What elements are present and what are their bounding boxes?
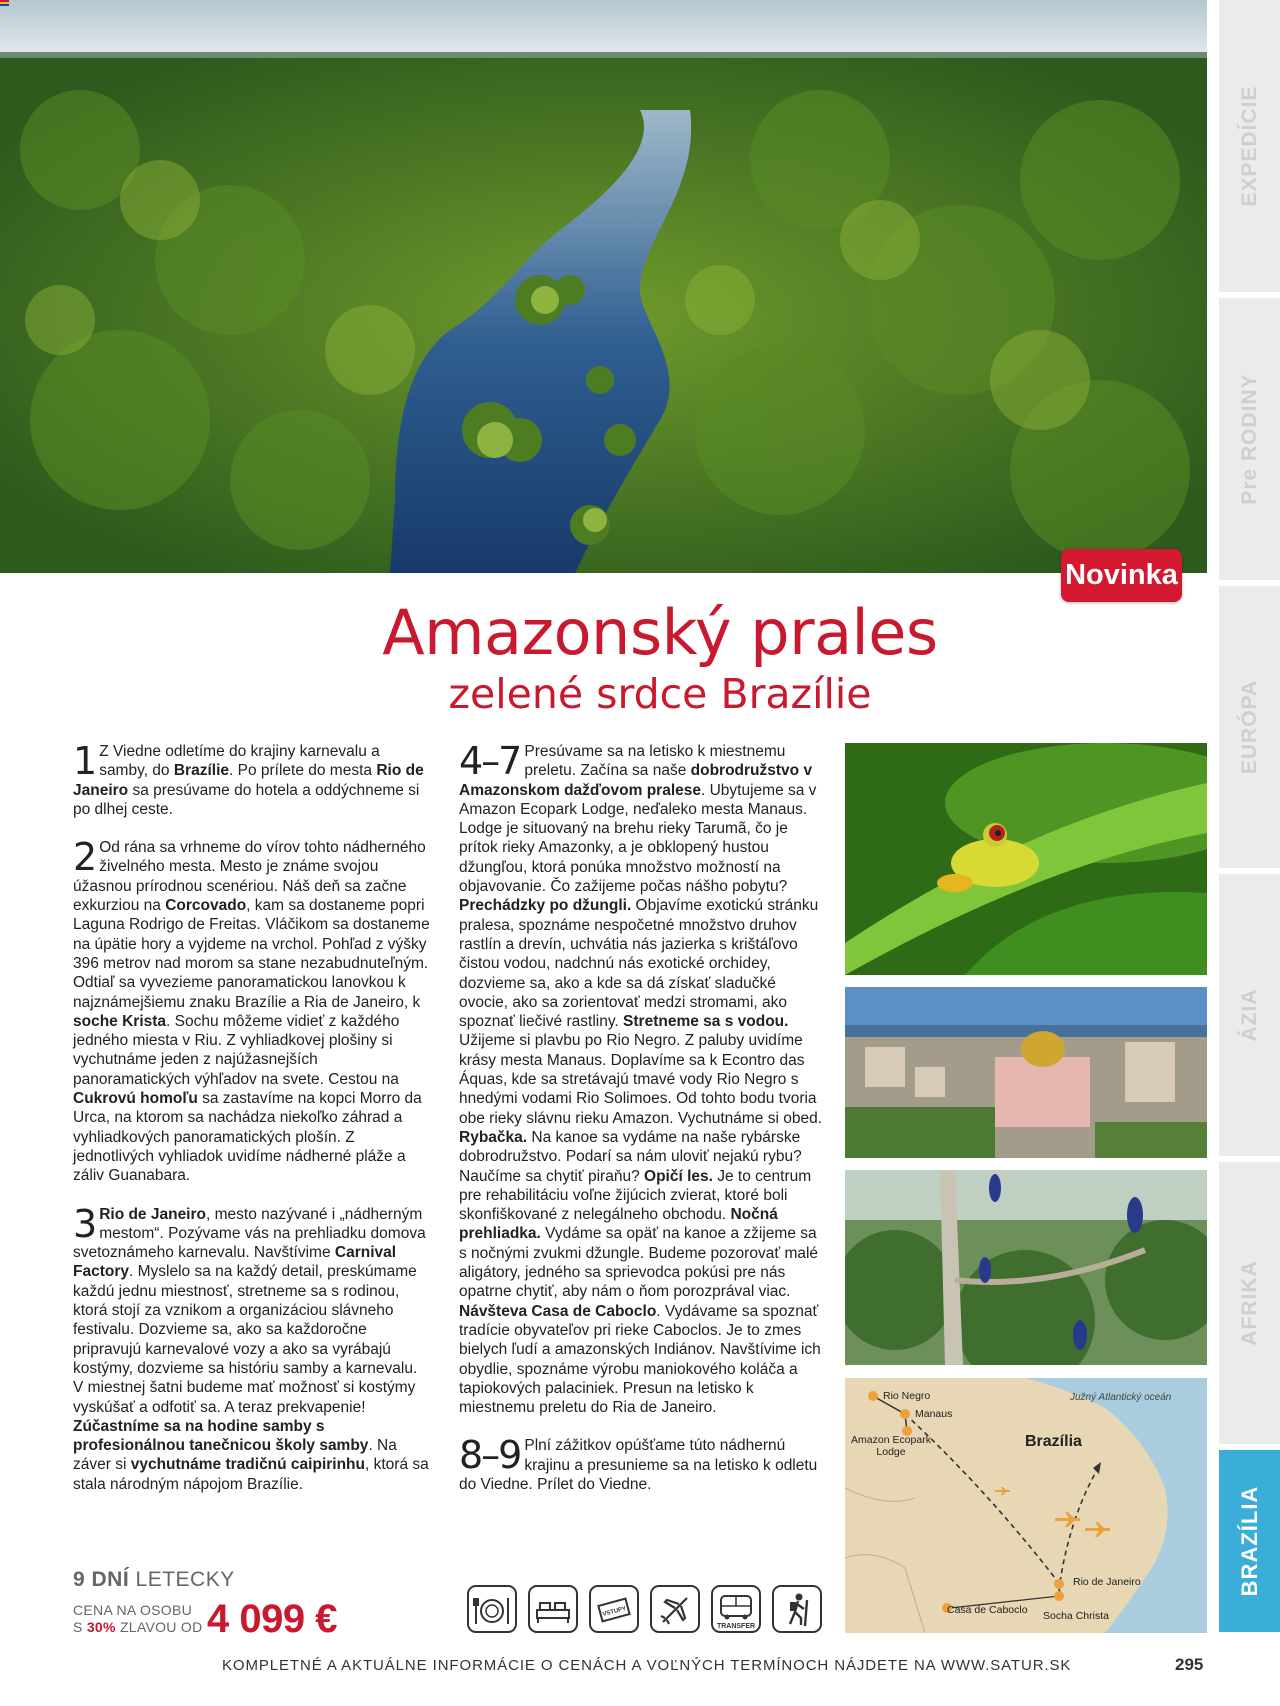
tab-europa[interactable] bbox=[1219, 586, 1280, 874]
days-type: LETECKY bbox=[129, 1568, 235, 1591]
text: . Vydávame sa spoznať tradície obyvateľov pri rieke Caboclos. Je to zmes bielych ľudí a amazonských Indiánov. Navštívime ich obydlie, spoznáme výrobu maniokového koláča a tapiokových palaciniek. Presun na letisko k miestnemu preletu do Ria de Janeiro. bbox=[459, 1302, 821, 1417]
price-label-s: S bbox=[73, 1619, 87, 1635]
tree-frog-photo bbox=[845, 743, 1207, 975]
price-label bbox=[73, 1602, 203, 1636]
text-bold: Cukrovú homoľu bbox=[73, 1090, 198, 1108]
text-bold: Nočná prehliadka. bbox=[459, 1206, 778, 1243]
tab-afrika[interactable] bbox=[1219, 1162, 1280, 1450]
day-number: 1 bbox=[73, 739, 96, 783]
tickets-icon bbox=[589, 1585, 639, 1633]
trip-duration bbox=[73, 1568, 235, 1592]
text-bold: Návšteva Casa de Caboclo bbox=[459, 1302, 657, 1320]
text-bold: Stretneme sa s vodou. bbox=[623, 1013, 789, 1031]
tab-label: EXPEDÍCIE bbox=[1237, 85, 1261, 207]
day-8-9 bbox=[459, 1433, 824, 1494]
section-tabs bbox=[1219, 0, 1280, 1706]
flight-icon bbox=[650, 1585, 700, 1633]
tab-label: Pre RODINY bbox=[1237, 373, 1261, 505]
manaus-theatre-photo bbox=[845, 987, 1207, 1158]
text-bold: Corcovado bbox=[165, 897, 247, 915]
route-map bbox=[845, 1378, 1207, 1633]
day-2 bbox=[73, 835, 430, 1185]
hotel-bed-icon bbox=[528, 1585, 578, 1633]
text: Z Viedne odletíme do krajiny karnevalu a samby, do bbox=[99, 743, 380, 780]
day-1 bbox=[73, 739, 430, 819]
page-number: 295 bbox=[1175, 1655, 1204, 1674]
text-bold: Rio de Janeiro bbox=[73, 762, 424, 799]
price-label-line1: CENA NA OSOBU bbox=[73, 1602, 193, 1618]
transfer-label: TRANSFER bbox=[716, 1623, 756, 1630]
tab-label: AFRIKA bbox=[1237, 1260, 1261, 1346]
text: Užijeme si plavbu po Rio Negro. Z paluby uvidíme krásy mesta Manaus. Doplavíme sa k Econtro das Áquas, kde sa stretávajú tmavé vody Rio Negro s hnedými vodami Rio Solimoes. Od tohto bodu tvoria obe rieky slávnu rieku Amazon. Vychutnáme si obed. bbox=[459, 1032, 823, 1127]
text-bold: Opičí les. bbox=[644, 1167, 713, 1185]
new-badge: Novinka bbox=[1061, 549, 1182, 602]
tab-label: ÁZIA bbox=[1237, 988, 1261, 1042]
hyacinth-macaws-photo bbox=[845, 1170, 1207, 1365]
text-bold: Rio de Janeiro bbox=[99, 1205, 206, 1223]
text: Od rána sa vrhneme do vírov tohto nádherného živelného mesta. Mesto je známe svojou úžasnou prírodnou scenériou. Náš deň sa začne exkurziou na bbox=[73, 839, 426, 915]
map-label-socha: Socha Christa bbox=[1043, 1610, 1109, 1622]
map-label-rio-negro: Rio Negro bbox=[883, 1390, 931, 1402]
day-number: 8–9 bbox=[459, 1433, 521, 1478]
text: . Ubytujeme sa v Amazon Ecopark Lodge, neďaleko mesta Manaus. Lodge je situovaný na brehu rieky Tarumã, čo je prítok rieky Amazonky, a je obklopený hustou džungľou, ktorá ponúka množstvo možností na objavovanie. Čo zažijeme počas nášho pobytu? bbox=[459, 781, 817, 896]
text: . Po prílete do mesta bbox=[229, 762, 377, 780]
discount-percent: 30% bbox=[86, 1619, 116, 1635]
day-number: 3 bbox=[73, 1201, 96, 1246]
text-bold: Brazílie bbox=[173, 762, 229, 780]
text-bold: Prechádzky po džungli. bbox=[459, 897, 632, 915]
text-bold: Carnival Factory bbox=[73, 1244, 397, 1281]
text-bold: Rybačka. bbox=[459, 1128, 528, 1146]
text: . Na záver si bbox=[73, 1437, 397, 1474]
tab-expedicie[interactable] bbox=[1219, 0, 1280, 298]
text: Vydáme sa opäť na kanoe a zžijeme sa s nočnými zvukmi džungle. Budeme pozorovať malé aligátory, jedného sa sprievodca pokúsi pre nás opatrne chytiť, aby nám o ňom porozprával viac. bbox=[459, 1225, 819, 1301]
text: Presúvame sa na letisko k miestnemu preletu. Začína sa naše bbox=[524, 743, 786, 780]
flag-icon bbox=[0, 0, 9, 6]
day-3 bbox=[73, 1201, 430, 1494]
footer-info: KOMPLETNÉ A AKTUÁLNE INFORMÁCIE O CENÁCH A VOĽNÝCH TERMÍNOCH NÁJDETE NA WWW.SATUR.SK bbox=[222, 1657, 1072, 1674]
text: Plní zážitkov opúšťame túto nádhernú krajinu a presunieme sa na letisko k odletu do Viedne. Prílet do Viedne. bbox=[459, 1437, 818, 1493]
map-label-country: Brazília bbox=[1025, 1433, 1082, 1450]
tab-pre-rodiny[interactable] bbox=[1219, 298, 1280, 586]
tab-azia[interactable] bbox=[1219, 874, 1280, 1162]
map-label-manaus: Manaus bbox=[915, 1408, 953, 1420]
day-number: 4–7 bbox=[459, 739, 521, 783]
days-count: 9 DNÍ bbox=[73, 1568, 130, 1591]
map-label-casa: Casa de Caboclo bbox=[947, 1604, 1028, 1616]
map-label-ocean: Južný Atlantický oceán bbox=[1070, 1392, 1172, 1403]
text: sa presúvame do hotela a oddýchneme si po dlhej ceste. bbox=[73, 781, 420, 818]
day-4-7 bbox=[459, 739, 824, 1417]
tab-brazilia[interactable] bbox=[1219, 1450, 1280, 1638]
transfer-bus-icon bbox=[711, 1585, 761, 1633]
price-amount: 4 099 € bbox=[207, 1597, 337, 1641]
text-bold: Zúčastníme sa na hodine samby s profesionálnou tanečnicou školy samby bbox=[73, 1417, 369, 1455]
text-bold: soche Krista bbox=[73, 1012, 167, 1030]
map-label-ecopark: Amazon Ecopark Lodge bbox=[851, 1434, 931, 1458]
tab-label: BRAZÍLIA bbox=[1236, 1485, 1262, 1597]
text-bold: dobrodružstvo v Amazonskom dažďovom pralese bbox=[459, 762, 813, 799]
tab-label: EURÓPA bbox=[1237, 679, 1261, 775]
day-number: 2 bbox=[73, 835, 96, 880]
text: Na kanoe sa vydáme na naše rybárske dobrodružstvo. Podarí sa nám uloviť nejakú rybu? Naučíme sa chytiť piraňu? bbox=[459, 1128, 802, 1185]
text: sa zastavíme na kopci Morro da Urca, na ktorom sa nachádza niekoľko záhrad a vyhliadkových panoramatických plošín. Z jednotlivých vyhliadok uvidíme nádherné pláže a záliv Guanabara. bbox=[73, 1090, 422, 1185]
map-label-rio: Rio de Janeiro bbox=[1073, 1576, 1141, 1588]
text-bold: vychutnáme tradičnú caipirinhu bbox=[130, 1456, 365, 1474]
page-subtitle: zelené srdce Brazílie bbox=[448, 670, 872, 718]
price-label-rest: ZLAVOU OD bbox=[115, 1619, 203, 1635]
text: , ktorá sa stala národným nápojom Brazílie. bbox=[73, 1456, 429, 1493]
page-title: Amazonský prales bbox=[382, 596, 938, 669]
text: , mesto nazývané i „nádherným mestom“. Pozývame vás na prehliadku domova svetoznámeho karnevalu. Navštívime bbox=[73, 1205, 426, 1262]
text: Je to centrum pre rehabilitáciu voľne žijúcich zvierat, ktoré boli skonfiškované z nelegálneho obchodu. bbox=[459, 1167, 812, 1224]
text: . Myslelo sa na každý detail, preskúmame každú jednu miestnosť, stretneme sa s rodinou, ktorá stojí za vznikom a organizáciou slávneho festivalu. Dozvieme sa, ako sa každoročne pripravujú karnevalové vozy a ako sa vyrábajú kostýmy, dozvieme sa históriu samby a karnevalu. V miestnej šatni budeme mať možnosť si kostýmy vyskúšať a odfotiť sa. A teraz prekvapenie! bbox=[73, 1263, 418, 1416]
hiking-icon bbox=[772, 1585, 822, 1633]
hero-photo bbox=[0, 0, 1207, 573]
amazon-river-aerial-photo bbox=[0, 0, 1207, 573]
text: Objavíme exotickú stránku pralesa, spoznáme nespočetné množstvo druhov rastlín a drevín, uchvátia nás jazierka s krištáľovo čistou vodou, nadchnú nás exotické orchidey, dozvieme sa, ako a kde sa dá získať sladučké ovocie, ako sa zorientovať medzi stromami, ako spoznať liečivé rastliny. bbox=[459, 897, 819, 1031]
tickets-label: VSTUPY bbox=[602, 1605, 627, 1618]
itinerary-column-2 bbox=[459, 739, 824, 1513]
meals-icon bbox=[467, 1585, 517, 1633]
itinerary-column-1 bbox=[73, 739, 430, 1513]
text: . Sochu môžeme vidieť z každého jedného miesta v Riu. Z vyhliadkovej plošiny si vychutnáme jeden z najúžasnejších panoramatických výhľadov na svete. Cestou na bbox=[73, 1012, 400, 1088]
text: , kam sa dostaneme popri Laguna Rodrigo de Freitas. Vláčikom sa dostaneme na úpätie hory a vyjdeme na vrchol. Pohľad z výšky 396 metrov nad morom sa stane nezabudnuteľným. Odtiaľ sa vyvezieme panoramatickou lanovkou k najznámejšiemu znaku Brazílie a Ria de Janeiro, k bbox=[73, 897, 430, 1011]
